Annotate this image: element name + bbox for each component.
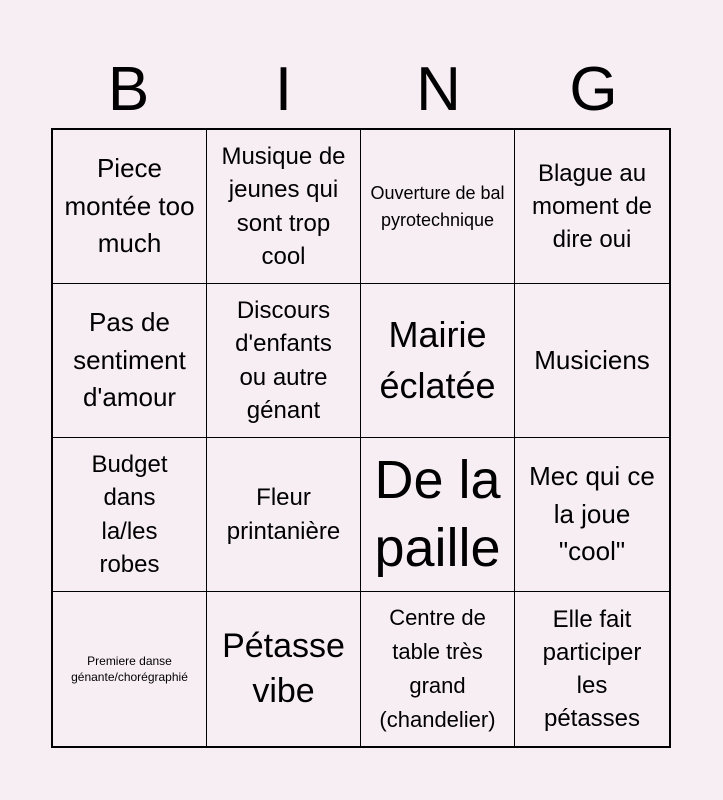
header-letter-i: I bbox=[274, 55, 293, 124]
bingo-cell[interactable] bbox=[515, 130, 669, 284]
cell-text: De la paille bbox=[374, 450, 501, 578]
cell-text: Centre de table très grand (chandelier) bbox=[379, 604, 496, 733]
bingo-cell[interactable] bbox=[207, 284, 361, 438]
bingo-cell[interactable] bbox=[53, 284, 207, 438]
bingo-cell[interactable] bbox=[361, 130, 515, 284]
header-letter-b: B bbox=[107, 55, 150, 124]
cell-text: Blague au moment de dire oui bbox=[531, 159, 653, 254]
cell-text: Fleur printanière bbox=[226, 484, 341, 545]
cell-text: Pas de sentiment d'amour bbox=[73, 306, 186, 413]
cell-text: Budget dans la/les robes bbox=[91, 451, 168, 578]
header-letter-g: G bbox=[569, 55, 618, 124]
cell-text: Musique de jeunes qui sont trop cool bbox=[221, 143, 346, 270]
bingo-cell[interactable] bbox=[207, 592, 361, 746]
cell-text: Premiere danse génante/chorégraphié bbox=[71, 653, 188, 684]
bingo-cell[interactable] bbox=[207, 438, 361, 592]
bingo-cell[interactable] bbox=[515, 592, 669, 746]
cell-text: Pétasse vibe bbox=[222, 627, 345, 710]
cell-text: Ouverture de bal pyrotechnique bbox=[370, 183, 505, 230]
bingo-board bbox=[51, 128, 671, 748]
bingo-header bbox=[51, 56, 671, 124]
header-letter-n: N bbox=[416, 55, 461, 124]
bingo-cell[interactable] bbox=[53, 438, 207, 592]
bingo-cell[interactable] bbox=[361, 284, 515, 438]
cell-text: Mec qui ce la joue "cool" bbox=[529, 460, 655, 567]
bingo-cell[interactable] bbox=[53, 130, 207, 284]
bingo-cell[interactable] bbox=[207, 130, 361, 284]
cell-text: Discours d'enfants ou autre génant bbox=[235, 297, 332, 424]
bingo-cell[interactable] bbox=[515, 438, 669, 592]
cell-text: Musiciens bbox=[534, 344, 650, 375]
cell-text: Mairie éclatée bbox=[379, 314, 496, 406]
bingo-cell[interactable] bbox=[361, 592, 515, 746]
bingo-cell[interactable] bbox=[515, 284, 669, 438]
cell-text: Piece montée too much bbox=[64, 152, 195, 259]
bingo-cell[interactable] bbox=[53, 592, 207, 746]
cell-text: Elle fait participer les pétasses bbox=[542, 605, 642, 733]
bingo-cell[interactable] bbox=[361, 438, 515, 592]
